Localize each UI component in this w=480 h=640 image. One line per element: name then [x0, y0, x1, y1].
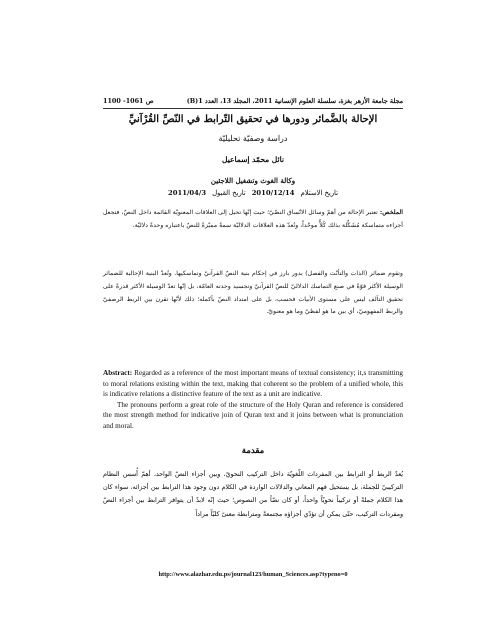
introduction-heading: مقدمة	[241, 446, 265, 456]
introduction-paragraph	[103, 468, 403, 521]
english-abstract-text-1: Regarded as a reference of the most important means of textual consistency; it,s transmitting to moral relations existing within the text, making that coherent so the problem of a unified whole, this is indicative relations a distinctive feature of the text as a unit are indicative.	[103, 369, 403, 399]
page-range: ص 1061- 1100	[103, 97, 154, 105]
arabic-paragraph-pronouns	[103, 268, 403, 319]
author-affiliation: وكالة الغوث وتشغيل اللاجئين	[210, 176, 296, 185]
arabic-paragraph-text: وتقوم ضمائر (الذات والتأنّث والفصل) بدور بارز في إحكام بنية النصّ القرآنيّ وتماسكيها. وتُعدّ البنية الإحالية للضمائر الوسيلة الأكثر قوّةً في صنع التماسك الدلاليّ للنصّ القرآنيّ وتجسيد وحدته العامّة، بل إنّها تعدّ الوسيلة الأكثر قدرةً على تحقيق التآلف ليس على مستوى الأبيات فحسب، بل على امتداد النصّ بأكمله؛ ذلك لأنّها تقرن بين الربط الرصفيّ والربط المفهوميّ، أي بين ما هو لفظيّ وما هو معنويّ.	[103, 270, 403, 316]
article-subtitle: دراسة وصفيّة تحليليّة	[218, 134, 288, 143]
accepted-label: تاريخ القبول	[212, 189, 246, 197]
journal-citation: مجلة جامعة الأزهر بغزة، سلسلة العلوم الإنسانية 2011، المجلد 13، العدد 1(B)	[186, 97, 403, 105]
english-abstract-p2: The pronouns perform a great role of the structure of the Holy Quran and reference is considered the most strength method for indicative join of Quran text and it joins between what is pronunciation and moral.	[103, 400, 403, 430]
received-date: 2010/12/14	[251, 189, 295, 197]
submission-dates	[103, 189, 403, 201]
header-divider	[103, 108, 403, 109]
accepted-date: 2011/04/3	[168, 189, 207, 197]
arabic-abstract-text: تعتبر الإحالة من أهمّ وسائل الاتّساق النصّيّ؛ حيث إنّها تحيل إلى العلاقات المعنويّة القائمة داخل النصّ، فتجعل أجزاءه متماسكة مُشَكِّلة بذلك كُلاًّ موحّداً، وتُعدّ هذه العلاقات الدلاليّة سمةً مميّزةً للنصّ باعتباره وحدةً دلاليّة.	[103, 209, 403, 229]
running-header	[103, 95, 403, 107]
footer-url[interactable]: http://www.alazhar.edu.ps/journal123/human_Sciences.asp?typeno=0	[158, 571, 348, 578]
author-name: نائل محمّد إسماعيل	[222, 155, 284, 164]
english-abstract	[103, 368, 403, 432]
article-title: الإحالة بالضَّمائر ودورها في تحقيق التّرابط في النّصِّ القُرْآنيِّ	[128, 114, 378, 125]
english-abstract-p1: Abstract: Regarded as a reference of the most important means of textual consistency; it,s transmitting to moral relations existing within the text, making that coherent so the problem of a unified whole, this is indicative relations a distinctive feature of the text as a unit are indicative.	[103, 369, 403, 399]
received-label: تاريخ الاستلام	[300, 189, 338, 197]
introduction-text: يُعدّ الربط أو الترابط بين المفردات اللّغويّة داخل التركيب النحويّ، وبين أجزاء النصّ الواحد، أهمّ أُسس النظام التركيبيّ للجملة، بل يستحيل فهم المعاني والدلالات الواردة في الكلام دون وجود هذا الترابط بين أجزائه، سواء كان هذا الكلام جملةً أو تركيباً نحويّاً واحداً، أو كان نصّاً من النصوص؛ حيث إنّه لابدّ أن يتوافر الترابط بين أجزاء النصّ ومفردات التركيب، حتّى يمكن أن تؤدّي أجزاؤه مجتمعةً ومترابطة معنىً كليّاً مراداً	[103, 471, 403, 518]
arabic-abstract-label: الملخص:	[379, 209, 403, 216]
arabic-abstract	[103, 207, 403, 232]
english-abstract-label: Abstract	[103, 369, 130, 377]
